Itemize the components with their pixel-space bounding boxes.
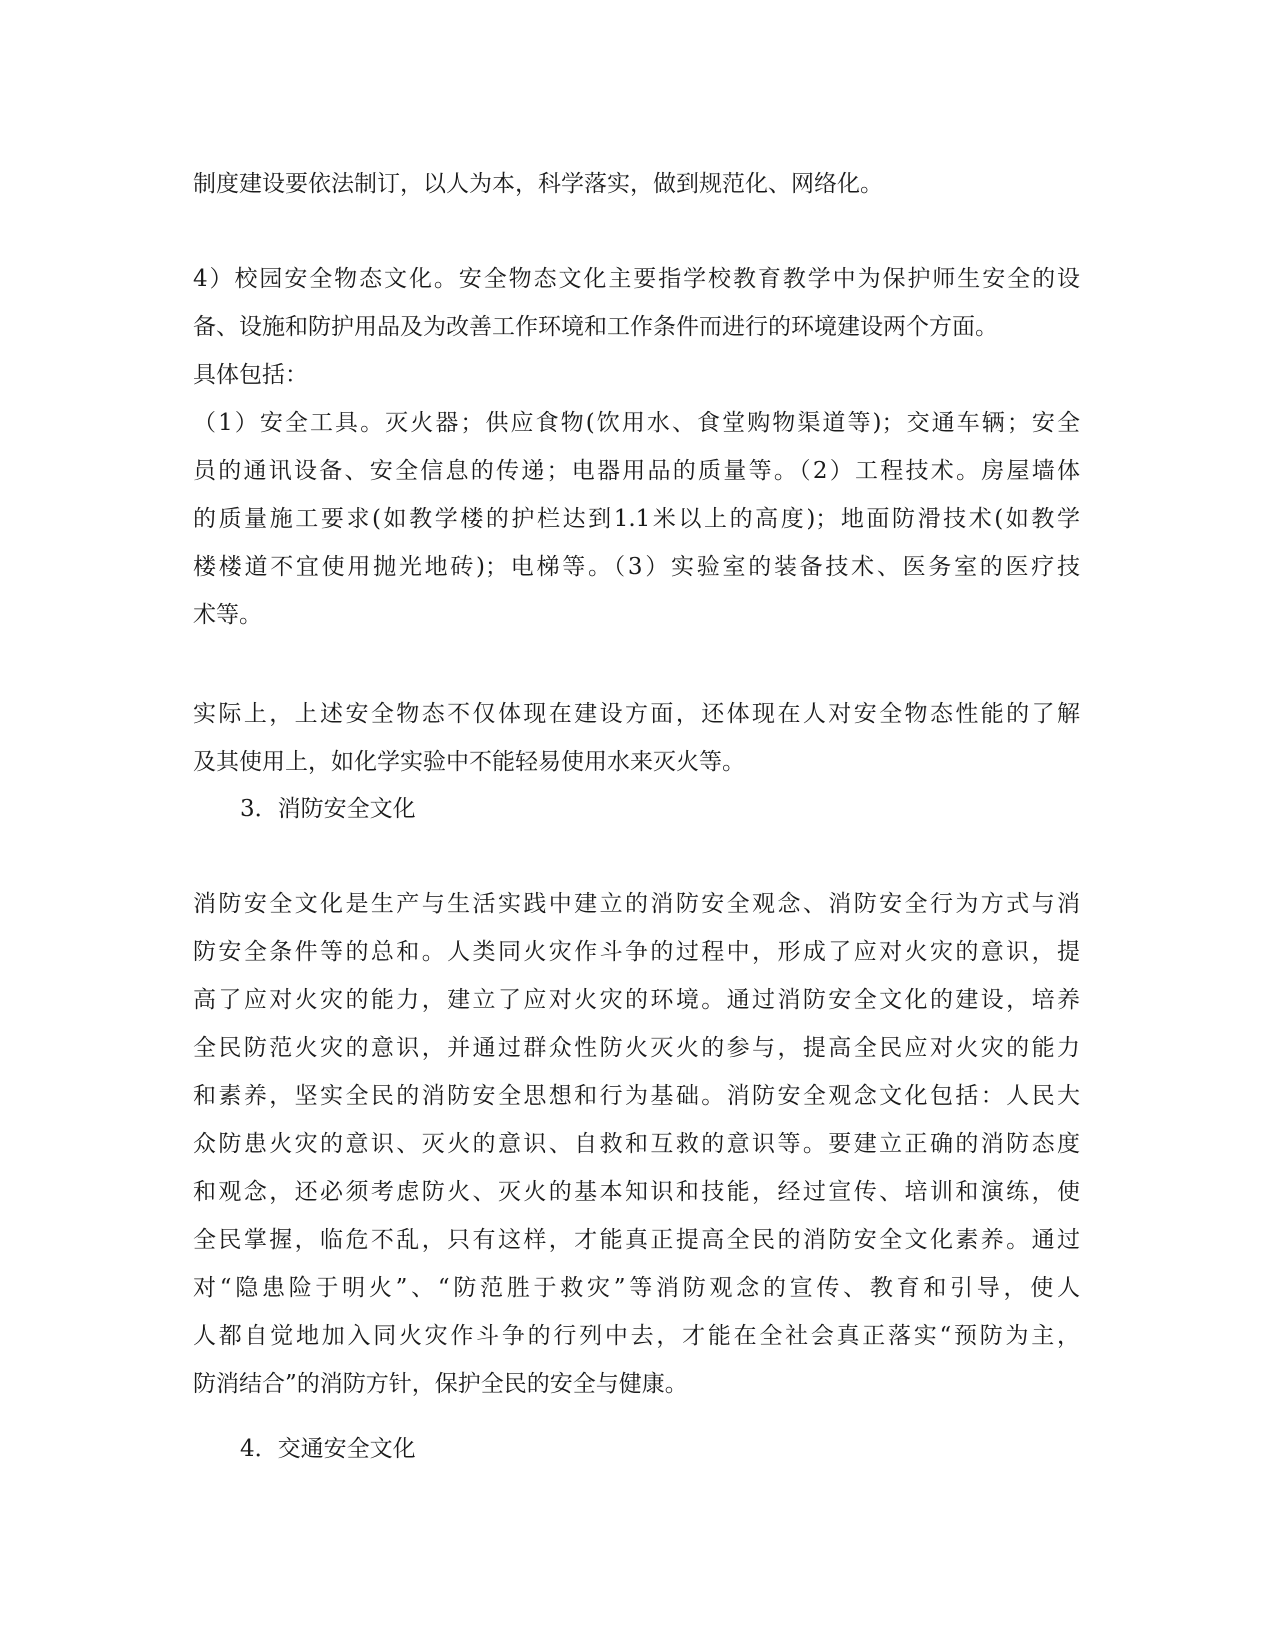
text-line: 术等。 <box>193 602 262 628</box>
text-line: 人都自觉地加入同火灾作斗争的行列中去，才能在全社会真正落实“预防为主， <box>193 1323 1080 1349</box>
text-line: 全民掌握，临危不乱，只有这样，才能真正提高全民的消防安全文化素养。通过 <box>193 1227 1080 1253</box>
paragraph-physical-safety-culture <box>193 255 1080 639</box>
text-line: 防消结合”的消防方针，保护全民的安全与健康。 <box>193 1371 688 1397</box>
text-line: （1）安全工具。灭火器；供应食物(饮用水、食堂购物渠道等)；交通车辆；安全 <box>193 410 1080 436</box>
text-line: 员的通讯设备、安全信息的传递；电器用品的质量等。（2）工程技术。房屋墙体 <box>193 458 1080 484</box>
section-heading-fire-safety-culture: 3．消防安全文化 <box>240 796 416 822</box>
text-line: 高了应对火灾的能力，建立了应对火灾的环境。通过消防安全文化的建设，培养 <box>193 987 1080 1013</box>
text-line: 的质量施工要求(如教学楼的护栏达到1.1米以上的高度)；地面防滑技术(如教学 <box>193 506 1080 532</box>
paragraph-fire-safety-culture <box>193 880 1080 1408</box>
text-line: 防安全条件等的总和。人类同火灾作斗争的过程中，形成了应对火灾的意识，提 <box>193 939 1080 965</box>
text-line: 全民防范火灾的意识，并通过群众性防火灭火的参与，提高全民应对火灾的能力 <box>193 1035 1080 1061</box>
paragraph-physical-safety-usage <box>193 690 1080 786</box>
text-line: 备、设施和防护用品及为改善工作环境和工作条件而进行的环境建设两个方面。 <box>193 314 998 340</box>
section-heading-traffic-safety-culture: 4．交通安全文化 <box>240 1436 416 1462</box>
text-line: 制度建设要依法制订，以人为本，科学落实，做到规范化、网络化。 <box>193 171 883 197</box>
text-line: 众防患火灾的意识、灭火的意识、自救和互救的意识等。要建立正确的消防态度 <box>193 1131 1080 1157</box>
text-line: 和素养，坚实全民的消防安全思想和行为基础。消防安全观念文化包括：人民大 <box>193 1083 1080 1109</box>
text-line: 消防安全文化是生产与生活实践中建立的消防安全观念、消防安全行为方式与消 <box>193 891 1080 917</box>
text-line: 及其使用上，如化学实验中不能轻易使用水来灭火等。 <box>193 749 745 775</box>
text-line: 楼楼道不宜使用抛光地砖)；电梯等。（3）实验室的装备技术、医务室的医疗技 <box>193 554 1080 580</box>
text-line: 具体包括： <box>193 362 308 388</box>
text-line: 实际上，上述安全物态不仅体现在建设方面，还体现在人对安全物态性能的了解 <box>193 701 1080 727</box>
text-line: 对“隐患险于明火”、“防范胜于救灾”等消防观念的宣传、教育和引导，使人 <box>193 1275 1080 1301</box>
paragraph-institution-building <box>193 160 1080 208</box>
text-line: 和观念，还必须考虑防火、灭火的基本知识和技能，经过宣传、培训和演练，使 <box>193 1179 1080 1205</box>
text-line: 4）校园安全物态文化。安全物态文化主要指学校教育教学中为保护师生安全的设 <box>193 266 1080 292</box>
